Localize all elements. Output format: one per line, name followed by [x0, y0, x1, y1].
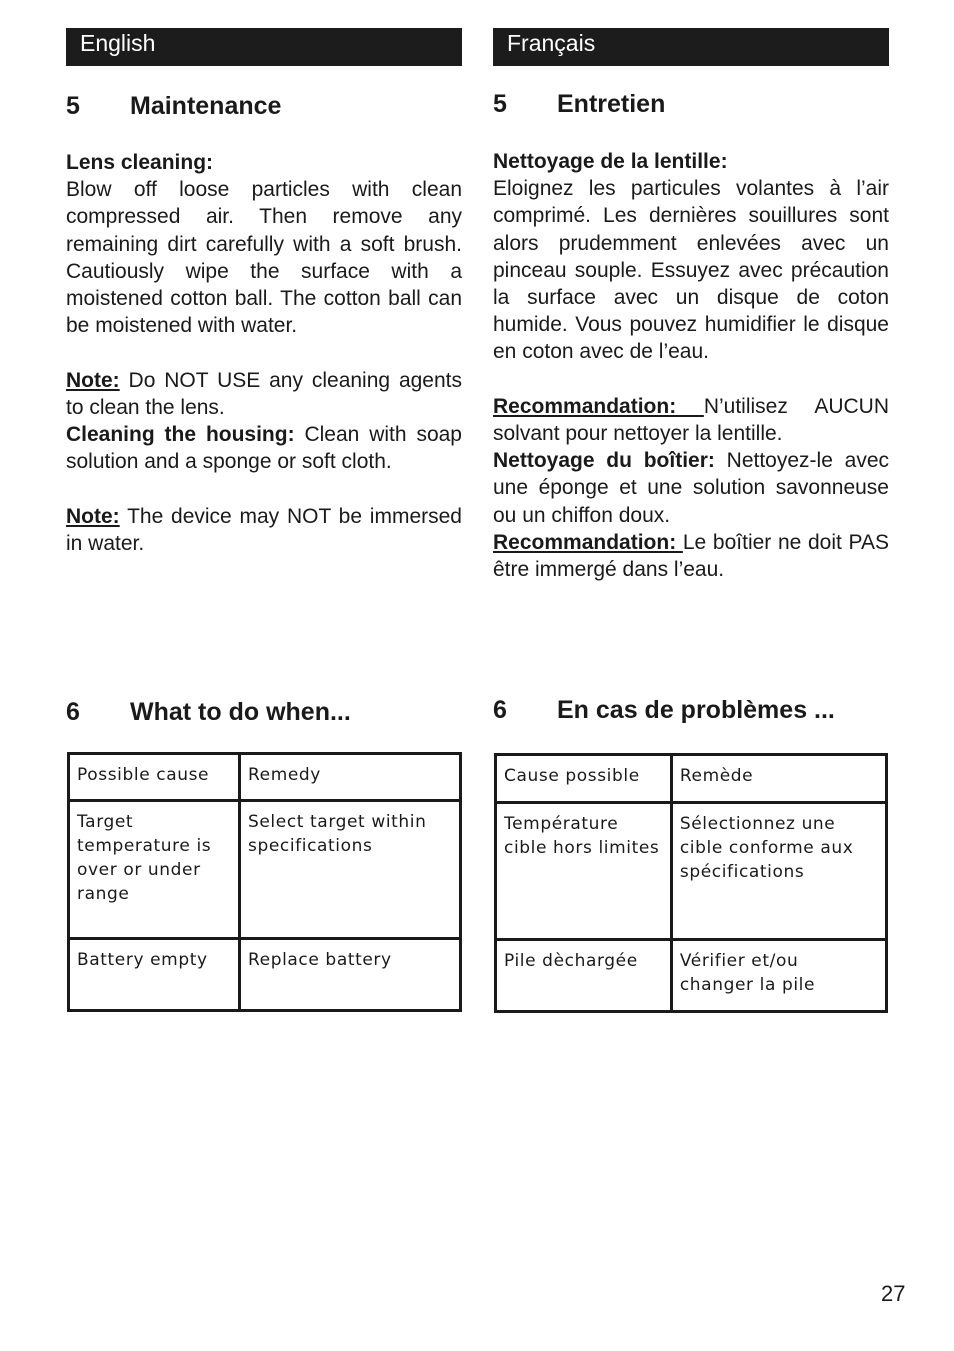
lens-cleaning-text: Blow off loose particles with clean compressed air. Then remove any remaining dirt carefully with a soft brush. Cautiously wipe the surface with a moistened cotton ball. The cotton ball can be moistened with water. — [66, 178, 462, 338]
table-header-row — [69, 754, 461, 801]
table-cell: Sélectionnez une cible conforme aux spécifications — [671, 803, 886, 940]
housing-text: Nettoyez-le avec une éponge et une solution savonneuse ou un chiffon doux. — [493, 449, 889, 527]
troubleshooting-heading — [66, 698, 351, 727]
table-cell: Pile dèchargée — [496, 940, 672, 1012]
table-header-cell: Remède — [671, 755, 886, 803]
troubleshooting-heading — [493, 696, 835, 725]
table-header-cell: Cause possible — [496, 755, 672, 803]
housing-label: Cleaning the housing: — [66, 423, 295, 447]
table-cell: Select target within specifications — [239, 801, 460, 939]
entretien-body — [493, 148, 889, 583]
note-immersion — [493, 529, 889, 583]
note-lens — [66, 367, 462, 421]
note-text: Le boîtier ne doit PAS être immergé dans l’eau. — [493, 530, 889, 582]
note-lens — [493, 393, 889, 447]
note-label: Recommandation: — [493, 394, 704, 418]
note-label: Recommandation: — [493, 530, 683, 554]
table-row — [69, 801, 461, 939]
housing-cleaning — [493, 447, 889, 529]
section-title: Entretien — [557, 90, 666, 118]
table-cell: Température cible hors limites — [496, 803, 672, 940]
table-header-cell: Remedy — [239, 754, 460, 801]
table-cell: Replace battery — [239, 939, 460, 1011]
table-cell: Target temperature is over or under range — [69, 801, 240, 939]
table-header-row — [496, 755, 887, 803]
note-text: Do NOT USE any cleaning agents to clean the lens. — [66, 368, 462, 419]
lens-cleaning-text: Eloignez les particules volantes à l’air comprimé. Les dernières souillures sont alors prudemment enlevées avec un pinceau souple. Essuyez avec précaution la surface avec un disque de coton humide. Vous pouvez humidifier le disque en coton avec de l’eau. — [493, 177, 889, 364]
note-label: Note: — [66, 368, 120, 392]
troubleshooting-table — [67, 752, 462, 1012]
table-row — [69, 939, 461, 1011]
lens-cleaning-heading: Nettoyage de la lentille: — [493, 150, 728, 173]
section-title: En cas de problèmes ... — [557, 696, 835, 724]
english-language-bar: English — [66, 28, 462, 66]
note-immersion — [66, 503, 462, 557]
table-row — [496, 940, 887, 1012]
lens-cleaning-heading: Lens cleaning: — [66, 151, 214, 174]
note-label: Note: — [66, 504, 120, 528]
section-title: Maintenance — [130, 92, 282, 120]
housing-label: Nettoyage du boîtier: — [493, 449, 715, 473]
maintenance-body — [66, 149, 462, 557]
housing-cleaning — [66, 421, 462, 475]
note-text: The device may NOT be immersed in water. — [66, 504, 462, 555]
section-number: 5 — [493, 90, 507, 118]
section-number: 6 — [493, 696, 507, 724]
section-title: What to do when... — [130, 698, 351, 726]
page-number: 27 — [881, 1281, 906, 1306]
table-cell: Vérifier et/ou changer la pile — [671, 940, 886, 1012]
entretien-heading — [493, 90, 665, 119]
section-number: 5 — [66, 92, 80, 120]
maintenance-heading — [66, 92, 281, 121]
french-language-bar: Français — [493, 28, 889, 66]
housing-text: Clean with soap solution and a sponge or soft cloth. — [66, 423, 462, 474]
table-row — [496, 803, 887, 940]
section-number: 6 — [66, 698, 80, 726]
note-text: N’utilisez AUCUN solvant pour nettoyer la lentille. — [493, 394, 889, 446]
table-cell: Battery empty — [69, 939, 240, 1011]
table-header-cell: Possible cause — [69, 754, 240, 801]
troubleshooting-table — [494, 753, 888, 1013]
